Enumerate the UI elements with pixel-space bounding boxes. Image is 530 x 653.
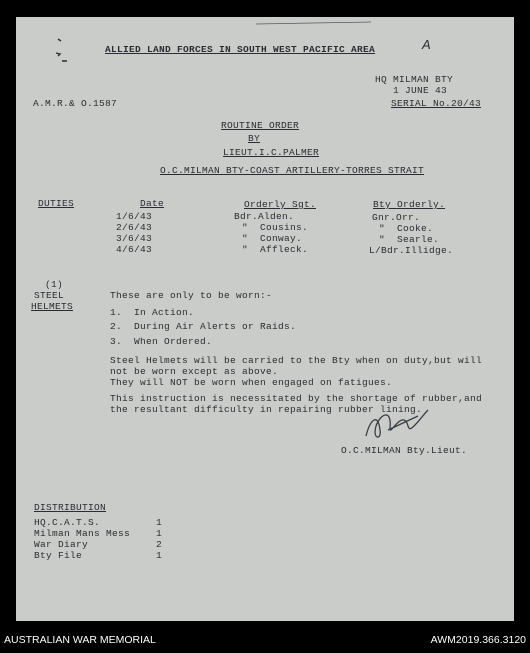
order-title: ROUTINE ORDER [221,120,300,131]
duty-bty: " Searle. [379,234,440,245]
punch-marks [52,31,82,71]
col-bty-header: Bty Orderly. [373,199,446,210]
duty-date: 1/6/43 [116,211,153,222]
duty-sgt: " Cousins. [242,222,309,233]
handwritten-signature [358,400,438,445]
col-sgt-header: Orderly Sgt. [244,199,317,210]
distribution-name: Bty File [34,550,83,561]
col-date-header: Date [140,198,165,209]
duty-sgt: " Affleck. [242,244,309,255]
duties-heading: DUTIES [38,198,75,209]
section-heading-line1: STEEL [34,290,65,301]
duty-sgt: Bdr.Alden. [234,211,295,222]
distribution-qty: 1 [156,528,163,539]
unit-line: O.C.MILMAN BTY-COAST ARTILLERY-TORRES STRAIT [160,165,425,176]
duty-date: 3/6/43 [116,233,153,244]
paragraph-line: They will NOT be worn when engaged on fatigues. [110,377,393,388]
serial-number: SERIAL No.20/43 [391,98,482,109]
paragraph-line: Steel Helmets will be carried to the Bty when on duty,but will [110,355,483,366]
top-scratch [256,19,376,27]
distribution-name: HQ.C.A.T.S. [34,517,101,528]
date-line: 1 JUNE 43 [393,85,448,96]
section-heading-line2: HELMETS [31,301,74,312]
signature-title: O.C.MILMAN Bty.Lieut. [341,445,468,456]
section-intro: These are only to be worn:- [110,290,273,301]
distribution-heading: DISTRIBUTION [34,502,107,513]
document-page [16,17,514,621]
amr-reference: A.M.R.& O.1587 [33,98,118,109]
duty-bty: " Cooke. [379,223,434,234]
list-item: 2. During Air Alerts or Raids. [110,321,297,332]
footer-institution: AUSTRALIAN WAR MEMORIAL [4,634,156,646]
distribution-qty: 1 [156,517,163,528]
duty-bty: Gnr.Orr. [372,212,421,223]
duty-bty: L/Bdr.Illidge. [369,245,454,256]
list-item: 3. When Ordered. [110,336,213,347]
distribution-name: Milman Mans Mess [34,528,131,539]
officer-name: LIEUT.I.C.PALMER [223,147,320,158]
paragraph-line: the resultant difficulty in repairing rubber lining. [110,404,423,415]
footer-bar [0,624,530,653]
distribution-qty: 2 [156,539,163,550]
document-title: ALLIED LAND FORCES IN SOUTH WEST PACIFIC AREA [105,44,376,55]
duty-date: 4/6/43 [116,244,153,255]
order-by: BY [248,133,261,144]
list-item: 1. In Action. [110,307,195,318]
section-number: (1) [45,279,64,290]
paragraph-line: This instruction is necessitated by the shortage of rubber,and [110,393,483,404]
distribution-qty: 1 [156,550,163,561]
hq-line: HQ MILMAN BTY [375,74,454,85]
distribution-name: War Diary [34,539,89,550]
handwritten-corner-mark: A [422,37,431,52]
duty-sgt: " Conway. [242,233,303,244]
paragraph-line: not be worn except as above. [110,366,279,377]
duty-date: 2/6/43 [116,222,153,233]
footer-accession-number: AWM2019.366.3120 [430,634,526,646]
